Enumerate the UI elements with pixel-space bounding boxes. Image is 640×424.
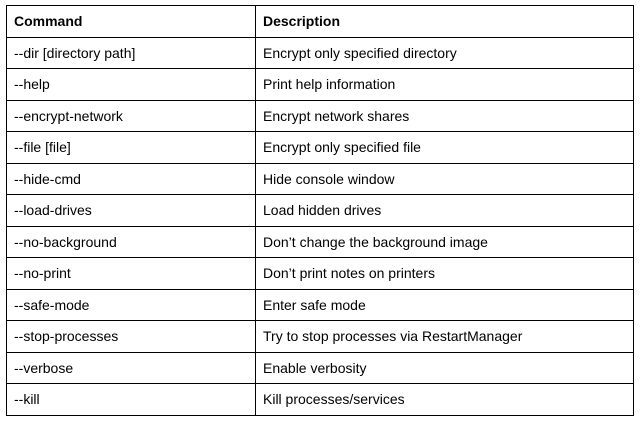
table-body: [7, 37, 634, 415]
description-cell: Try to stop processes via RestartManager: [256, 321, 634, 353]
table-row: [7, 195, 634, 227]
description-cell: Don’t change the background image: [256, 226, 634, 258]
description-cell: Enable verbosity: [256, 352, 634, 384]
command-cell: --dir [directory path]: [7, 37, 256, 69]
header-command: Command: [7, 6, 256, 38]
description-cell: Hide console window: [256, 163, 634, 195]
description-cell: Kill processes/services: [256, 384, 634, 416]
table-row: [7, 384, 634, 416]
command-cell: --encrypt-network: [7, 100, 256, 132]
table-row: [7, 226, 634, 258]
command-cell: --file [file]: [7, 132, 256, 164]
description-cell: Don’t print notes on printers: [256, 258, 634, 290]
description-cell: Encrypt only specified file: [256, 132, 634, 164]
table-row: [7, 258, 634, 290]
command-cell: --load-drives: [7, 195, 256, 227]
command-cell: --no-print: [7, 258, 256, 290]
table-header-row: [7, 6, 634, 38]
table-row: [7, 100, 634, 132]
table-row: [7, 132, 634, 164]
description-cell: Load hidden drives: [256, 195, 634, 227]
command-cell: --verbose: [7, 352, 256, 384]
command-cell: --stop-processes: [7, 321, 256, 353]
command-cell: --kill: [7, 384, 256, 416]
description-cell: Enter safe mode: [256, 289, 634, 321]
description-cell: Encrypt network shares: [256, 100, 634, 132]
table-row: [7, 289, 634, 321]
table-row: [7, 321, 634, 353]
table-row: [7, 37, 634, 69]
header-description: Description: [256, 6, 634, 38]
command-table: [6, 5, 634, 416]
description-cell: Encrypt only specified directory: [256, 37, 634, 69]
command-cell: --help: [7, 69, 256, 101]
table-row: [7, 69, 634, 101]
description-cell: Print help information: [256, 69, 634, 101]
command-cell: --no-background: [7, 226, 256, 258]
command-cell: --hide-cmd: [7, 163, 256, 195]
command-cell: --safe-mode: [7, 289, 256, 321]
table-row: [7, 163, 634, 195]
table-row: [7, 352, 634, 384]
